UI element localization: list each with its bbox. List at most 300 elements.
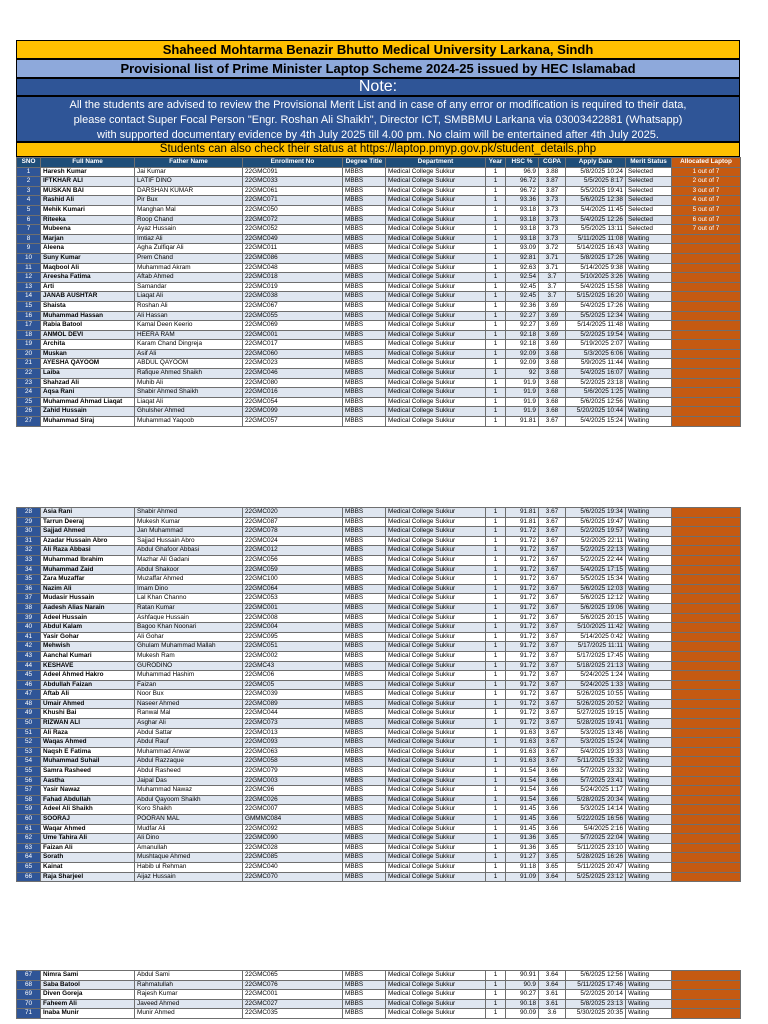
cell-merit-status: Waiting [626,417,672,427]
cell-full-name: Adeel Ahmed Hakro [41,671,135,681]
cell-degree-title: MBBS [343,205,386,215]
merit-table-page-2 [16,507,741,882]
table-row [17,990,741,1000]
cell-cgpa: 3.68 [539,407,566,417]
cell-full-name: Muhammad Siraj [41,417,135,427]
cell-cgpa: 3.67 [539,699,566,709]
cell-apply-date: 5/7/2025 22:04 [566,834,626,844]
cell-merit-status: Waiting [626,594,672,604]
cell-merit-status: Selected [626,186,672,196]
cell-full-name: Aqsa Rani [41,388,135,398]
cell-department: Medical College Sukkur [386,244,486,254]
cell-cgpa: 3.73 [539,225,566,235]
cell-year: 1 [486,671,506,681]
cell-department: Medical College Sukkur [386,651,486,661]
cell-allocated-laptop [672,546,741,556]
cell-father-name: Mukesh Ram [135,651,243,661]
cell-apply-date: 5/18/2025 21:13 [566,661,626,671]
cell-father-name: POORAN MAL [135,815,243,825]
cell-year: 1 [486,234,506,244]
cell-enrollment-no: 22GMC064 [243,584,343,594]
cell-year: 1 [486,321,506,331]
table-row [17,815,741,825]
cell-year: 1 [486,263,506,273]
cell-hsc-percent: 91.72 [506,699,539,709]
cell-father-name: Asghar Ali [135,719,243,729]
cell-allocated-laptop: 6 out of 7 [672,215,741,225]
cell-department: Medical College Sukkur [386,378,486,388]
cell-full-name: Muhammad Zaid [41,565,135,575]
cell-year: 1 [486,728,506,738]
cell-sno: 58 [17,795,41,805]
cell-degree-title: MBBS [343,301,386,311]
cell-father-name: Abdul Sami [135,971,243,981]
cell-enrollment-no: 22GMC033 [243,177,343,187]
cell-enrollment-no: 22GMC43 [243,661,343,671]
cell-merit-status: Waiting [626,990,672,1000]
cell-apply-date: 5/24/2025 1:33 [566,680,626,690]
cell-cgpa: 3.67 [539,575,566,585]
cell-merit-status: Waiting [626,690,672,700]
cell-allocated-laptop: 7 out of 7 [672,225,741,235]
cell-degree-title: MBBS [343,369,386,379]
cell-cgpa: 3.61 [539,990,566,1000]
cell-father-name: Bagoo Khan Noonari [135,623,243,633]
cell-department: Medical College Sukkur [386,613,486,623]
cell-allocated-laptop [672,786,741,796]
table-row [17,584,741,594]
cell-department: Medical College Sukkur [386,349,486,359]
cell-department: Medical College Sukkur [386,234,486,244]
note-line-3: with supported documentary evidence by 4th July 2025 till 4.00 pm. No claim will be entertained after 4th July 2025. [97,129,659,141]
cell-allocated-laptop: 4 out of 7 [672,196,741,206]
cell-enrollment-no: 22GMC099 [243,407,343,417]
cell-allocated-laptop [672,690,741,700]
cell-year: 1 [486,680,506,690]
table-row [17,661,741,671]
table-header-row [17,158,741,168]
table-row [17,1009,741,1019]
cell-full-name: MUSKAN BAI [41,186,135,196]
cell-enrollment-no: 22GMC003 [243,776,343,786]
cell-apply-date: 5/6/2025 12:56 [566,397,626,407]
column-header-enrollment-no[interactable]: Enrollment No [243,158,343,168]
cell-merit-status: Selected [626,167,672,177]
cell-cgpa: 3.67 [539,738,566,748]
cell-full-name: RIZWAN ALI [41,719,135,729]
cell-full-name: Aadesh Alias Narain [41,603,135,613]
cell-cgpa: 3.65 [539,843,566,853]
cell-father-name: Pir Bux [135,196,243,206]
cell-sno: 25 [17,397,41,407]
cell-department: Medical College Sukkur [386,417,486,427]
cell-department: Medical College Sukkur [386,536,486,546]
cell-hsc-percent: 93.18 [506,215,539,225]
cell-enrollment-no: 22GMC061 [243,186,343,196]
table-row [17,244,741,254]
cell-apply-date: 5/11/2025 20:47 [566,862,626,872]
cell-year: 1 [486,709,506,719]
cell-year: 1 [486,872,506,882]
cell-department: Medical College Sukkur [386,767,486,777]
cell-apply-date: 5/14/2025 0:42 [566,632,626,642]
cell-apply-date: 5/6/2025 20:15 [566,613,626,623]
cell-sno: 68 [17,980,41,990]
cell-hsc-percent: 91.09 [506,872,539,882]
cell-year: 1 [486,340,506,350]
cell-hsc-percent: 91.9 [506,388,539,398]
cell-sno: 20 [17,349,41,359]
cell-allocated-laptop [672,661,741,671]
cell-enrollment-no: 22GMC038 [243,292,343,302]
cell-degree-title: MBBS [343,417,386,427]
cell-cgpa: 3.68 [539,397,566,407]
cell-enrollment-no: 22GMC067 [243,301,343,311]
cell-enrollment-no: 22GMC05 [243,680,343,690]
column-header-apply-date[interactable]: Apply Date [566,158,626,168]
cell-cgpa: 3.67 [539,584,566,594]
cell-degree-title: MBBS [343,805,386,815]
cell-hsc-percent: 91.72 [506,719,539,729]
cell-year: 1 [486,613,506,623]
cell-department: Medical College Sukkur [386,872,486,882]
cell-year: 1 [486,215,506,225]
cell-father-name: Liaqat Ali [135,292,243,302]
cell-apply-date: 5/6/2025 12:03 [566,584,626,594]
column-header-allocated-laptop[interactable]: Allocated Laptop [672,158,741,168]
cell-year: 1 [486,225,506,235]
column-header-sno[interactable]: SNO [17,158,41,168]
cell-father-name: Ashfaque Hussain [135,613,243,623]
cell-cgpa: 3.67 [539,527,566,537]
cell-sno: 32 [17,546,41,556]
cell-cgpa: 3.67 [539,623,566,633]
cell-full-name: Samra Rasheed [41,767,135,777]
column-header-department[interactable]: Department [386,158,486,168]
cell-father-name: Naseer Ahmed [135,699,243,709]
table-row [17,757,741,767]
cell-father-name: Ali Hassan [135,311,243,321]
cell-merit-status: Selected [626,215,672,225]
cell-allocated-laptop [672,757,741,767]
cell-allocated-laptop [672,407,741,417]
cell-apply-date: 5/28/2025 19:41 [566,719,626,729]
column-header-merit-status[interactable]: Merit Status [626,158,672,168]
cell-full-name: Yasir Nawaz [41,786,135,796]
cell-merit-status: Waiting [626,747,672,757]
cell-merit-status: Waiting [626,805,672,815]
cell-enrollment-no: 22GMC057 [243,417,343,427]
cell-merit-status: Waiting [626,651,672,661]
cell-hsc-percent: 92.27 [506,311,539,321]
cell-hsc-percent: 93.18 [506,225,539,235]
cell-father-name: Liaqat Ali [135,397,243,407]
note-text [16,96,740,142]
note-title: Note: [16,78,740,96]
cell-father-name: Abdul Qayoom Shaikh [135,795,243,805]
cell-merit-status: Waiting [626,273,672,283]
column-header-father-name[interactable]: Father Name [135,158,243,168]
cell-department: Medical College Sukkur [386,671,486,681]
table-row [17,388,741,398]
cell-apply-date: 5/8/2025 23:13 [566,999,626,1009]
cell-enrollment-no: 22GMC091 [243,167,343,177]
cell-sno: 33 [17,555,41,565]
cell-degree-title: MBBS [343,273,386,283]
table-row [17,273,741,283]
cell-sno: 10 [17,253,41,263]
cell-sno: 7 [17,225,41,235]
status-check-link[interactable]: Students can also check their status at https://laptop.pmyp.gov.pk/student_details.php [16,142,740,157]
cell-cgpa: 3.66 [539,824,566,834]
cell-merit-status: Waiting [626,388,672,398]
cell-sno: 66 [17,872,41,882]
cell-sno: 41 [17,632,41,642]
cell-father-name: HEERA RAM [135,330,243,340]
cell-merit-status: Waiting [626,671,672,681]
table-row [17,369,741,379]
cell-year: 1 [486,536,506,546]
cell-hsc-percent: 92.45 [506,292,539,302]
cell-merit-status: Waiting [626,536,672,546]
cell-year: 1 [486,565,506,575]
cell-enrollment-no: 22GMC051 [243,642,343,652]
table-row [17,862,741,872]
cell-hsc-percent: 91.45 [506,824,539,834]
table-row [17,546,741,556]
cell-sno: 23 [17,378,41,388]
cell-degree-title: MBBS [343,536,386,546]
cell-father-name: Javeed Ahmed [135,999,243,1009]
cell-merit-status: Waiting [626,321,672,331]
cell-cgpa: 3.66 [539,786,566,796]
cell-degree-title: MBBS [343,642,386,652]
cell-department: Medical College Sukkur [386,971,486,981]
cell-hsc-percent: 91.36 [506,843,539,853]
cell-allocated-laptop [672,301,741,311]
cell-full-name: Fahad Abdullah [41,795,135,805]
cell-full-name: KESHAVE [41,661,135,671]
cell-full-name: Muhammad Suhail [41,757,135,767]
cell-enrollment-no: 22GMC048 [243,263,343,273]
cell-year: 1 [486,980,506,990]
column-header-degree-title[interactable]: Degree Title [343,158,386,168]
cell-hsc-percent: 91.72 [506,632,539,642]
cell-full-name: Mehik Kumari [41,205,135,215]
cell-full-name: Tarrun Deeraj [41,517,135,527]
table-row [17,517,741,527]
table-row [17,527,741,537]
cell-merit-status: Selected [626,205,672,215]
cell-hsc-percent: 90.91 [506,971,539,981]
cell-allocated-laptop [672,795,741,805]
cell-father-name: Ghulam Muhammad Mallah [135,642,243,652]
cell-father-name: Noor Bux [135,690,243,700]
cell-hsc-percent: 92.27 [506,321,539,331]
cell-cgpa: 3.67 [539,709,566,719]
cell-sno: 18 [17,330,41,340]
cell-cgpa: 3.88 [539,167,566,177]
cell-degree-title: MBBS [343,253,386,263]
cell-apply-date: 5/10/2025 3:26 [566,273,626,283]
cell-department: Medical College Sukkur [386,834,486,844]
cell-father-name: Jai Kumar [135,167,243,177]
table-row [17,311,741,321]
cell-merit-status: Waiting [626,407,672,417]
cell-sno: 13 [17,282,41,292]
cell-year: 1 [486,584,506,594]
cell-allocated-laptop: 5 out of 7 [672,205,741,215]
cell-sno: 15 [17,301,41,311]
cell-sno: 44 [17,661,41,671]
cell-sno: 12 [17,273,41,283]
cell-degree-title: MBBS [343,292,386,302]
cell-hsc-percent: 92.81 [506,253,539,263]
cell-father-name: Aftab Ahmed [135,273,243,283]
cell-enrollment-no: 22GMC026 [243,795,343,805]
cell-merit-status: Waiting [626,349,672,359]
cell-year: 1 [486,990,506,1000]
cell-department: Medical College Sukkur [386,508,486,518]
cell-year: 1 [486,843,506,853]
cell-full-name: JANAB AUSHTAR [41,292,135,302]
cell-full-name: Asia Rani [41,508,135,518]
column-header-full-name[interactable]: Full Name [41,158,135,168]
cell-merit-status: Waiting [626,680,672,690]
cell-cgpa: 3.67 [539,508,566,518]
cell-degree-title: MBBS [343,990,386,1000]
table-row [17,613,741,623]
cell-degree-title: MBBS [343,234,386,244]
cell-allocated-laptop [672,1009,741,1019]
column-header-year[interactable]: Year [486,158,506,168]
cell-father-name: Rahmatullah [135,980,243,990]
cell-department: Medical College Sukkur [386,757,486,767]
cell-year: 1 [486,388,506,398]
cell-allocated-laptop [672,872,741,882]
cell-allocated-laptop [672,244,741,254]
table-row [17,980,741,990]
cell-apply-date: 5/26/2025 10:55 [566,690,626,700]
cell-cgpa: 3.66 [539,795,566,805]
cell-allocated-laptop [672,680,741,690]
cell-degree-title: MBBS [343,971,386,981]
cell-degree-title: MBBS [343,661,386,671]
cell-apply-date: 5/6/2025 19:34 [566,508,626,518]
cell-merit-status: Waiting [626,661,672,671]
column-header-hsc-percent[interactable]: HSC % [506,158,539,168]
cell-father-name: Habib ul Rehman [135,862,243,872]
cell-cgpa: 3.68 [539,378,566,388]
cell-cgpa: 3.71 [539,263,566,273]
cell-enrollment-no: 22GMC008 [243,613,343,623]
cell-department: Medical College Sukkur [386,699,486,709]
cell-father-name: Abdul Razzaque [135,757,243,767]
cell-degree-title: MBBS [343,680,386,690]
table-row [17,776,741,786]
cell-allocated-laptop [672,263,741,273]
cell-apply-date: 5/3/2025 6:06 [566,349,626,359]
table-row [17,843,741,853]
cell-hsc-percent: 90.27 [506,990,539,1000]
cell-year: 1 [486,575,506,585]
cell-father-name: Mukesh Kumar [135,517,243,527]
cell-year: 1 [486,527,506,537]
cell-year: 1 [486,378,506,388]
cell-apply-date: 5/8/2025 17:26 [566,253,626,263]
table-row [17,321,741,331]
cell-father-name: Muhammad Yaqoob [135,417,243,427]
cell-degree-title: MBBS [343,671,386,681]
cell-merit-status: Waiting [626,282,672,292]
table-row [17,709,741,719]
cell-allocated-laptop [672,388,741,398]
cell-degree-title: MBBS [343,378,386,388]
cell-year: 1 [486,1009,506,1019]
cell-cgpa: 3.67 [539,719,566,729]
cell-merit-status: Waiting [626,632,672,642]
cell-father-name: Lal Khan Channo [135,594,243,604]
cell-enrollment-no: GMMMC084 [243,815,343,825]
cell-degree-title: MBBS [343,603,386,613]
cell-sno: 54 [17,757,41,767]
cell-apply-date: 5/4/2025 11:45 [566,205,626,215]
cell-apply-date: 5/4/2025 2:16 [566,824,626,834]
table-row [17,738,741,748]
column-header-cgpa[interactable]: CGPA [539,158,566,168]
cell-enrollment-no: 22GMC080 [243,378,343,388]
cell-apply-date: 5/5/2025 15:34 [566,575,626,585]
cell-department: Medical College Sukkur [386,388,486,398]
cell-enrollment-no: 22GMC024 [243,536,343,546]
table-row [17,594,741,604]
cell-department: Medical College Sukkur [386,565,486,575]
cell-merit-status: Waiting [626,584,672,594]
cell-degree-title: MBBS [343,388,386,398]
cell-cgpa: 3.67 [539,680,566,690]
cell-cgpa: 3.66 [539,815,566,825]
cell-department: Medical College Sukkur [386,603,486,613]
cell-sno: 50 [17,719,41,729]
cell-sno: 71 [17,1009,41,1019]
cell-full-name: Azadar Hussain Abro [41,536,135,546]
cell-allocated-laptop [672,565,741,575]
cell-degree-title: MBBS [343,575,386,585]
cell-merit-status: Waiting [626,555,672,565]
cell-full-name: ANMOL DEVI [41,330,135,340]
cell-apply-date: 5/11/2025 11:08 [566,234,626,244]
cell-degree-title: MBBS [343,263,386,273]
cell-year: 1 [486,330,506,340]
cell-merit-status: Waiting [626,767,672,777]
cell-department: Medical College Sukkur [386,359,486,369]
cell-merit-status: Waiting [626,527,672,537]
cell-enrollment-no: 22GMC089 [243,699,343,709]
cell-cgpa: 3.7 [539,282,566,292]
cell-cgpa: 3.64 [539,980,566,990]
cell-department: Medical College Sukkur [386,186,486,196]
cell-allocated-laptop [672,311,741,321]
cell-enrollment-no: 22GMC076 [243,980,343,990]
cell-year: 1 [486,767,506,777]
cell-apply-date: 5/3/2025 13:46 [566,728,626,738]
cell-allocated-laptop [672,508,741,518]
cell-allocated-laptop [672,980,741,990]
cell-degree-title: MBBS [343,311,386,321]
cell-apply-date: 5/2/2025 22:11 [566,536,626,546]
cell-enrollment-no: 22GMC070 [243,872,343,882]
cell-apply-date: 5/4/2025 12:26 [566,215,626,225]
